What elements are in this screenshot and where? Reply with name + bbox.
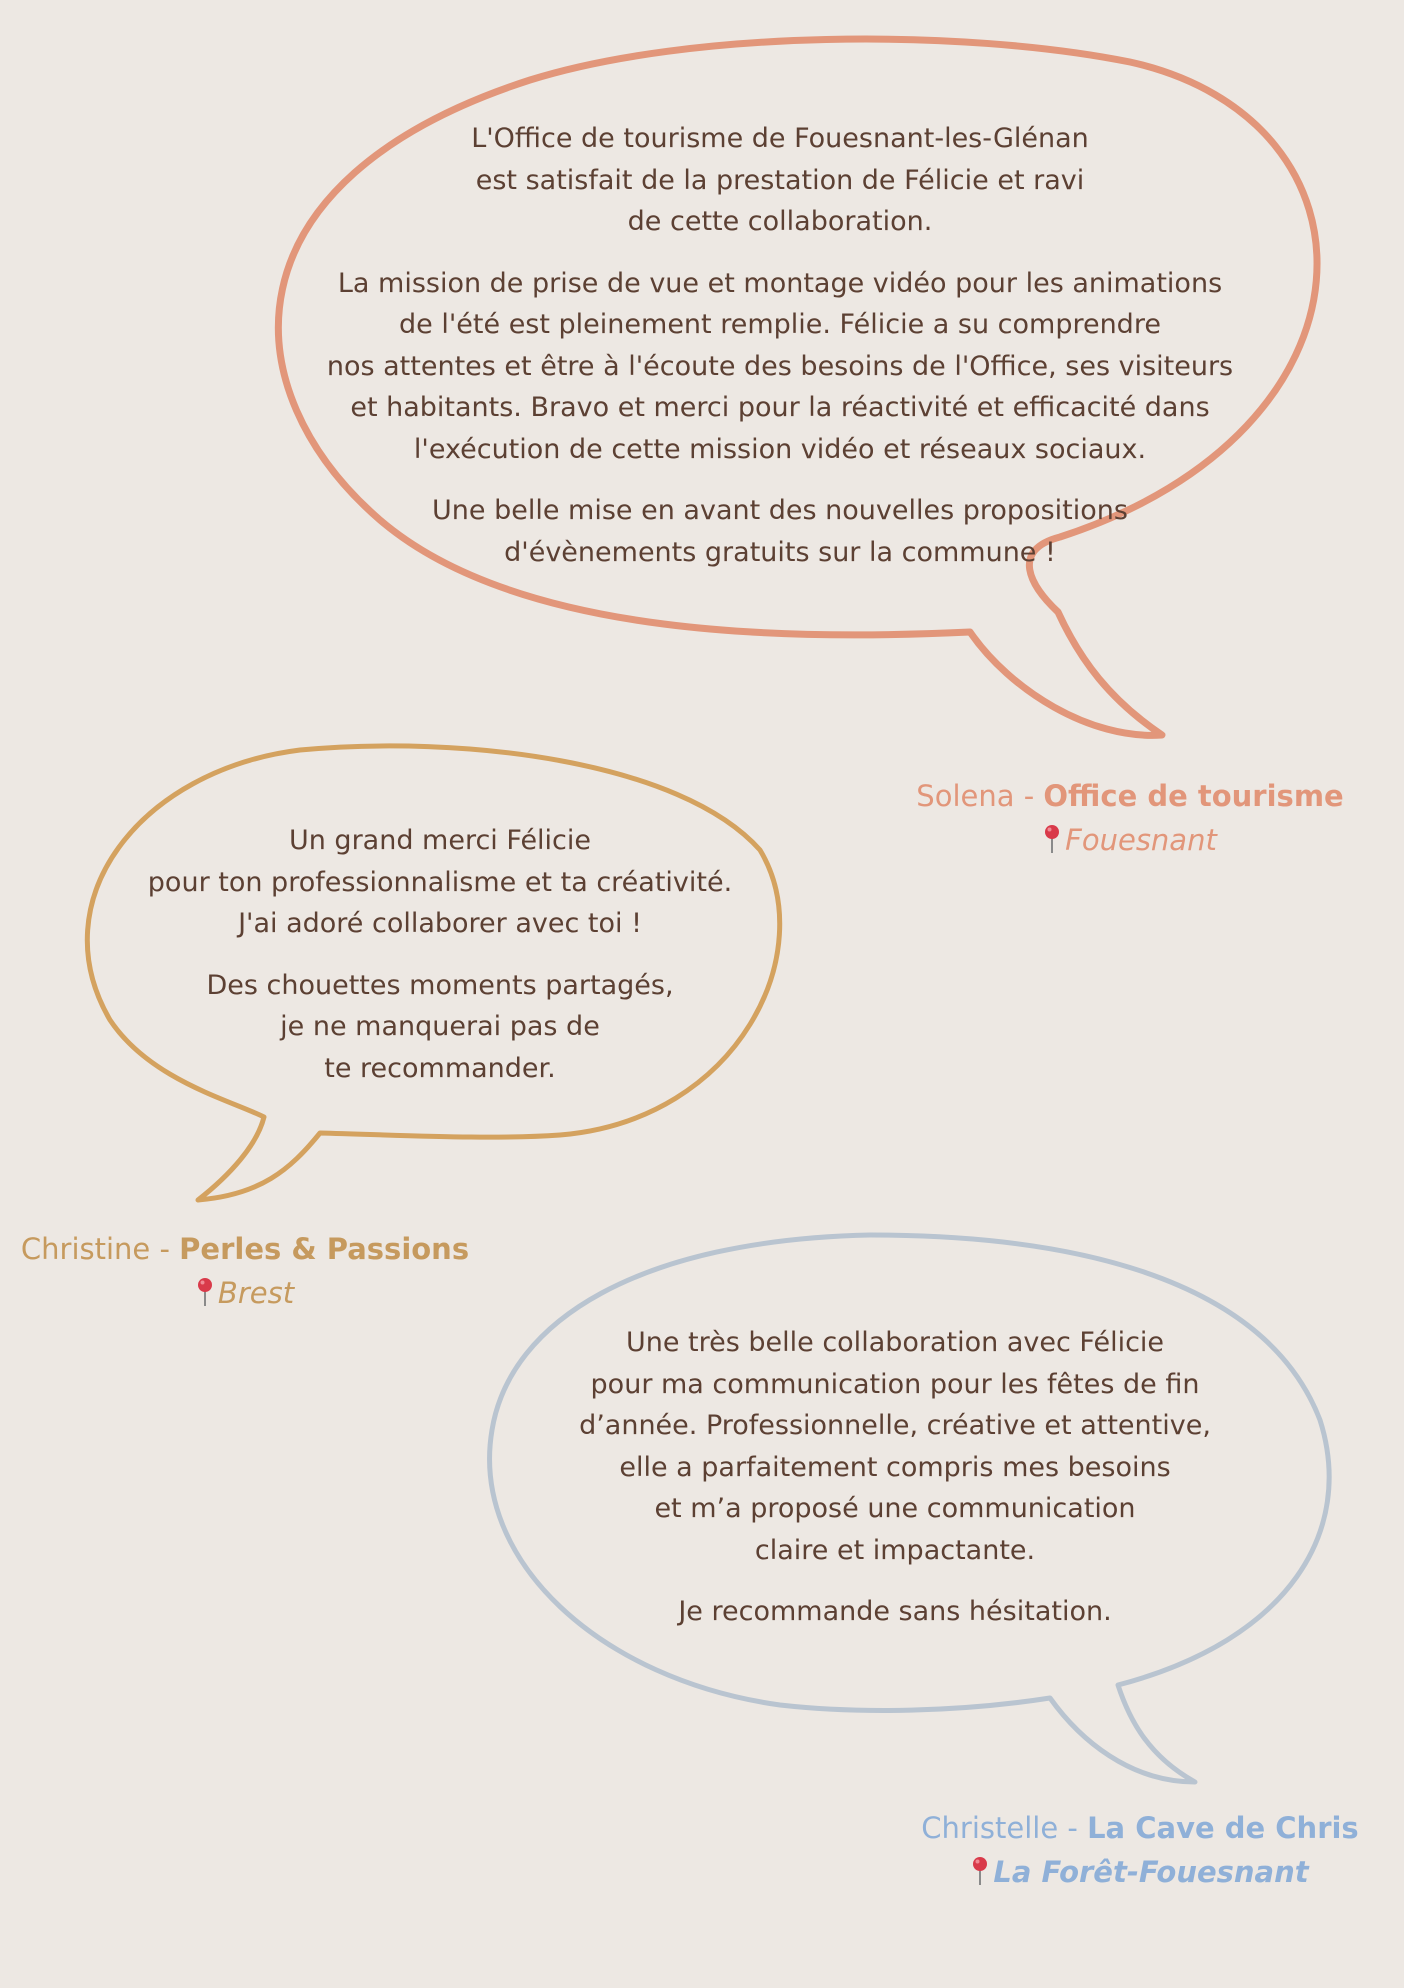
testimonial-2-paragraph-2: Des chouettes moments partagés, je ne manquerai pas de te recommander. — [206, 969, 674, 1084]
testimonial-1-location-line — [880, 818, 1380, 866]
signature-separator: - — [1058, 1811, 1088, 1845]
testimonial-1-signature — [880, 774, 1380, 866]
testimonial-2-author: Christine — [20, 1232, 151, 1266]
testimonial-2-company: Perles & Passions — [179, 1232, 470, 1266]
testimonial-1-paragraph-2: La mission de prise de vue et montage vidéo pour les animations de l'été est pleinement remplie. Félicie a su comprendre nos attentes et être à l'écoute des besoins de l'Office, ses visiteurs et habitants. Bravo et merci pour la réactivité et efficacité dans l'exécution de cette mission vidéo et réseaux sociaux. — [326, 267, 1234, 465]
testimonial-2-signature — [20, 1227, 470, 1319]
testimonial-3-author: Christelle — [921, 1811, 1059, 1845]
testimonial-1-paragraph-1: L'Office de tourisme de Fouesnant-les-Glénan est satisfait de la prestation de Félicie et ravi de cette collaboration. — [471, 123, 1089, 237]
testimonial-1-company: Office de tourisme — [1043, 779, 1344, 813]
testimonial-3-paragraph-2: Je recommande sans hésitation. — [678, 1596, 1112, 1627]
map-pin-icon — [971, 1854, 989, 1898]
testimonial-2-location: Brest — [217, 1276, 295, 1310]
testimonial-2-author-line — [20, 1227, 470, 1271]
testimonial-1-location: Fouesnant — [1065, 823, 1217, 857]
testimonial-3-location-line — [890, 1850, 1390, 1898]
map-pin-icon — [1043, 822, 1061, 866]
testimonial-1-paragraph-3: Une belle mise en avant des nouvelles propositions d'évènements gratuits sur la commune ! — [432, 495, 1128, 568]
signature-separator: - — [150, 1232, 180, 1266]
testimonial-2-quote — [100, 820, 780, 1089]
testimonial-1-quote — [300, 118, 1260, 573]
testimonial-3-quote — [545, 1322, 1245, 1633]
testimonial-3-author-line — [890, 1806, 1390, 1850]
testimonial-3-company: La Cave de Chris — [1087, 1811, 1359, 1845]
testimonial-2-location-line — [20, 1271, 470, 1319]
testimonial-3-location: La Forêt-Fouesnant — [993, 1855, 1309, 1889]
testimonial-3-signature — [890, 1806, 1390, 1898]
testimonial-1-author-line — [880, 774, 1380, 818]
testimonial-2-paragraph-1: Un grand merci Félicie pour ton professionnalisme et ta créativité. J'ai adoré collaborer avec toi ! — [147, 825, 733, 939]
testimonial-1-author: Solena — [916, 779, 1015, 813]
testimonial-3-paragraph-1: Une très belle collaboration avec Félicie pour ma communication pour les fêtes de fin d’année. Professionnelle, créative et attentive, elle a parfaitement compris mes besoins et m’a proposé une communication claire et impactante. — [579, 1327, 1211, 1566]
map-pin-icon — [196, 1275, 214, 1319]
signature-separator: - — [1014, 779, 1044, 813]
